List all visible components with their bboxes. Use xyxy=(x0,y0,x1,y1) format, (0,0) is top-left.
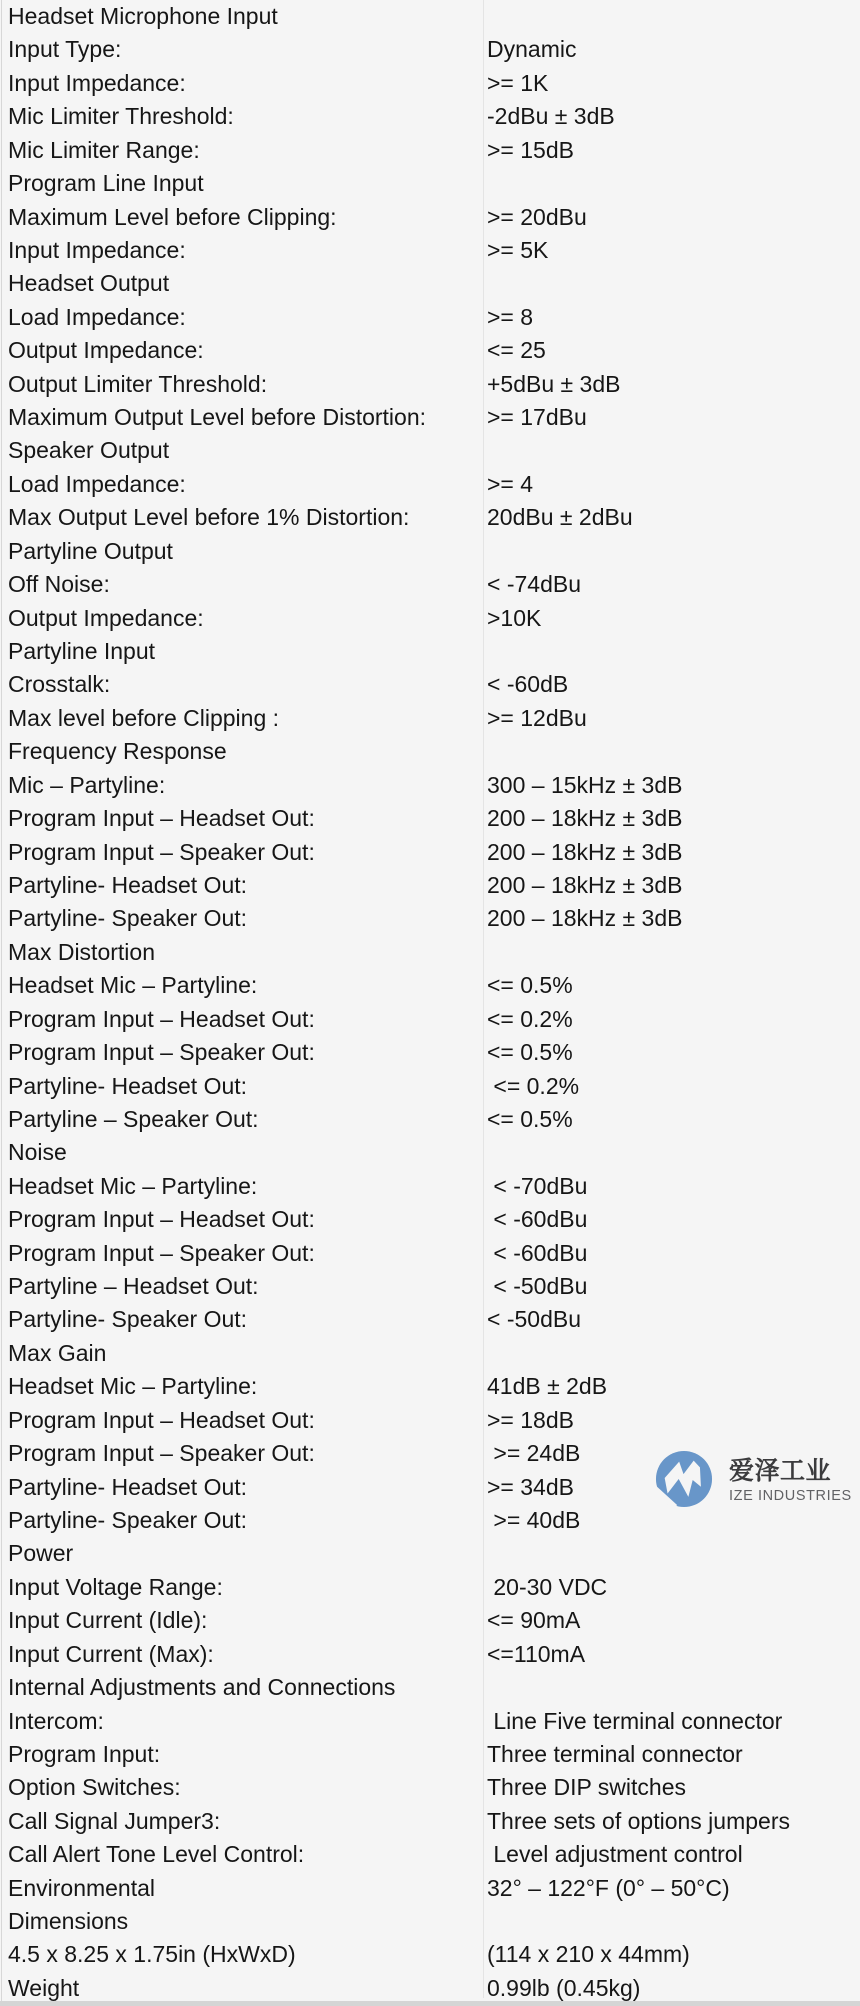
spec-row xyxy=(8,1738,860,1771)
spec-row xyxy=(8,1337,860,1370)
spec-label: Maximum Output Level before Distortion: xyxy=(8,404,427,431)
spec-value: 200 – 18kHz ± 3dB xyxy=(487,838,683,865)
spec-value: Level adjustment control xyxy=(487,1841,743,1868)
spec-row xyxy=(8,1571,860,1604)
spec-label: Program Input – Speaker Out: xyxy=(8,1239,315,1266)
spec-value: >= 20dBu xyxy=(487,203,587,230)
spec-row xyxy=(8,1203,860,1236)
spec-value: <= 0.2% xyxy=(487,1005,573,1032)
spec-value: Three DIP switches xyxy=(487,1774,686,1801)
spec-row xyxy=(8,301,860,334)
logo-cn-text: 爱泽工业 xyxy=(729,1457,832,1485)
spec-row xyxy=(8,1370,860,1403)
spec-row xyxy=(8,368,860,401)
spec-value: < -60dBu xyxy=(487,1239,588,1266)
spec-row xyxy=(8,1537,860,1570)
spec-row xyxy=(8,1705,860,1738)
spec-label: Output Limiter Threshold: xyxy=(8,370,268,397)
spec-label: Headset Mic – Partyline: xyxy=(8,1373,258,1400)
spec-value: >= 17dBu xyxy=(487,404,587,431)
spec-label: Mic Limiter Range: xyxy=(8,136,200,163)
spec-value: >= 4 xyxy=(487,470,534,497)
spec-row xyxy=(8,568,860,601)
spec-value: >= 34dB xyxy=(487,1473,574,1500)
spec-row xyxy=(8,1671,860,1704)
spec-value: 41dB ± 2dB xyxy=(487,1373,608,1400)
spec-label: Headset Mic – Partyline: xyxy=(8,1172,258,1199)
spec-label: Program Input – Headset Out: xyxy=(8,1206,315,1233)
spec-row xyxy=(8,1938,860,1971)
spec-value: 32° – 122°F (0° – 50°C) xyxy=(487,1874,730,1901)
spec-row xyxy=(8,902,860,935)
spec-row xyxy=(8,535,860,568)
spec-value: >= 40dB xyxy=(487,1506,581,1533)
spec-label: Load Impedance: xyxy=(8,470,186,497)
spec-label: Call Signal Jumper3: xyxy=(8,1807,221,1834)
spec-value: < -50dBu xyxy=(487,1273,588,1300)
spec-label: Partyline- Headset Out: xyxy=(8,1473,248,1500)
spec-label: Partyline – Speaker Out: xyxy=(8,1105,259,1132)
spec-label: Headset Mic – Partyline: xyxy=(8,972,258,999)
spec-row xyxy=(8,735,860,768)
spec-value: >10K xyxy=(487,604,542,631)
spec-label: Input Impedance: xyxy=(8,69,186,96)
spec-row xyxy=(8,1838,860,1871)
spec-row xyxy=(8,100,860,133)
spec-label: Program Input – Headset Out: xyxy=(8,1406,315,1433)
spec-row xyxy=(8,1905,860,1938)
spec-row xyxy=(8,769,860,802)
spec-value: Three sets of options jumpers xyxy=(487,1807,790,1834)
spec-label: Program Input – Headset Out: xyxy=(8,1005,315,1032)
spec-row xyxy=(8,1805,860,1838)
spec-label: Program Input – Headset Out: xyxy=(8,805,315,832)
spec-row xyxy=(8,936,860,969)
spec-row xyxy=(8,234,860,267)
spec-row xyxy=(8,468,860,501)
spec-value: < -60dB xyxy=(487,671,569,698)
spec-label: Output Impedance: xyxy=(8,604,204,631)
spec-row xyxy=(8,1604,860,1637)
spec-label: Input Type: xyxy=(8,36,122,63)
spec-row xyxy=(8,501,860,534)
logo-en-text: IZE INDUSTRIES xyxy=(729,1487,852,1504)
spec-value: (114 x 210 x 44mm) xyxy=(487,1941,690,1968)
spec-value: Dynamic xyxy=(487,36,577,63)
spec-label: Environmental xyxy=(8,1874,156,1901)
spec-row xyxy=(8,602,860,635)
spec-row xyxy=(8,869,860,902)
spec-label: Headset Output xyxy=(8,270,170,297)
spec-label: Off Noise: xyxy=(8,571,110,598)
spec-value: 300 – 15kHz ± 3dB xyxy=(487,771,683,798)
spec-label: Dimensions xyxy=(8,1908,129,1935)
spec-row xyxy=(8,635,860,668)
spec-label: Load Impedance: xyxy=(8,303,186,330)
spec-label: Option Switches: xyxy=(8,1774,181,1801)
spec-value: < -70dBu xyxy=(487,1172,588,1199)
spec-row xyxy=(8,1237,860,1270)
spec-label: Program Input: xyxy=(8,1740,161,1767)
spec-label: Partyline – Headset Out: xyxy=(8,1273,259,1300)
spec-row xyxy=(8,1170,860,1203)
spec-label: Mic Limiter Threshold: xyxy=(8,103,234,130)
spec-row xyxy=(8,668,860,701)
spec-label: Partyline Output xyxy=(8,537,173,564)
spec-row xyxy=(8,1103,860,1136)
spec-label: Crosstalk: xyxy=(8,671,111,698)
spec-value: Three terminal connector xyxy=(487,1740,743,1767)
spec-label: Mic – Partyline: xyxy=(8,771,166,798)
spec-label: Partyline- Speaker Out: xyxy=(8,1506,248,1533)
spec-row xyxy=(8,434,860,467)
spec-label: Output Impedance: xyxy=(8,337,204,364)
spec-row xyxy=(8,1638,860,1671)
spec-value: 20dBu ± 2dBu xyxy=(487,504,633,531)
column-divider-line xyxy=(483,0,484,1998)
spec-row xyxy=(8,1003,860,1036)
spec-row xyxy=(8,134,860,167)
spec-value: 200 – 18kHz ± 3dB xyxy=(487,905,683,932)
spec-label: Power xyxy=(8,1540,74,1567)
spec-row xyxy=(8,33,860,66)
spec-label: Max Output Level before 1% Distortion: xyxy=(8,504,410,531)
spec-label: Program Input – Speaker Out: xyxy=(8,1440,315,1467)
spec-row xyxy=(8,1070,860,1103)
spec-row xyxy=(8,1303,860,1336)
spec-row xyxy=(8,267,860,300)
spec-value: >= 12dBu xyxy=(487,704,587,731)
spec-label: Max Distortion xyxy=(8,938,155,965)
spec-label: Input Current (Max): xyxy=(8,1640,214,1667)
spec-value: <= 0.5% xyxy=(487,972,573,999)
spec-row xyxy=(8,0,860,33)
spec-value: >= 5K xyxy=(487,236,549,263)
spec-label: Partyline- Headset Out: xyxy=(8,1072,248,1099)
spec-label: Noise xyxy=(8,1139,67,1166)
spec-label: Input Current (Idle): xyxy=(8,1607,208,1634)
spec-label: Weight xyxy=(8,1974,80,2001)
spec-value: 0.99lb (0.45kg) xyxy=(487,1974,641,2001)
spec-value: >= 18dB xyxy=(487,1406,574,1433)
spec-value: <= 90mA xyxy=(487,1607,581,1634)
spec-row xyxy=(8,1136,860,1169)
spec-label: Program Input – Speaker Out: xyxy=(8,1039,315,1066)
spec-value: >= 15dB xyxy=(487,136,574,163)
ize-circle-m-icon xyxy=(655,1450,713,1508)
spec-value: < -74dBu xyxy=(487,571,581,598)
spec-value: +5dBu ± 3dB xyxy=(487,370,621,397)
spec-label: Program Line Input xyxy=(8,170,204,197)
spec-label: Partyline- Speaker Out: xyxy=(8,905,248,932)
spec-label: Internal Adjustments and Connections xyxy=(8,1674,396,1701)
spec-row xyxy=(8,1404,860,1437)
spec-value: 200 – 18kHz ± 3dB xyxy=(487,871,683,898)
spec-row xyxy=(8,67,860,100)
spec-value: <= 0.5% xyxy=(487,1105,573,1132)
spec-label: Program Input – Speaker Out: xyxy=(8,838,315,865)
spec-value: >= 24dB xyxy=(487,1440,581,1467)
spec-label: Max level before Clipping : xyxy=(8,704,280,731)
spec-label: Call Alert Tone Level Control: xyxy=(8,1841,305,1868)
spec-value: >= 8 xyxy=(487,303,534,330)
spec-label: Partyline- Speaker Out: xyxy=(8,1306,248,1333)
spec-label: Maximum Level before Clipping: xyxy=(8,203,337,230)
spec-value: <=110mA xyxy=(487,1640,586,1667)
spec-row xyxy=(8,167,860,200)
spec-row xyxy=(8,836,860,869)
left-edge-line xyxy=(1,0,2,2006)
spec-label: Frequency Response xyxy=(8,738,227,765)
spec-value: <= 0.2% xyxy=(487,1072,580,1099)
spec-row xyxy=(8,1504,860,1537)
spec-value: 20-30 VDC xyxy=(487,1573,608,1600)
spec-value: Line Five terminal connector xyxy=(487,1707,783,1734)
spec-value: < -50dBu xyxy=(487,1306,581,1333)
spec-row xyxy=(8,334,860,367)
spec-row xyxy=(8,201,860,234)
spec-label: Input Impedance: xyxy=(8,236,186,263)
spec-value: <= 0.5% xyxy=(487,1039,573,1066)
spec-value: <= 25 xyxy=(487,337,546,364)
spec-value: -2dBu ± 3dB xyxy=(487,103,615,130)
spec-row xyxy=(8,969,860,1002)
spec-row xyxy=(8,401,860,434)
bottom-edge-band xyxy=(0,2001,860,2006)
spec-label: Partyline Input xyxy=(8,638,156,665)
logo-text-block xyxy=(729,1450,852,1503)
spec-row xyxy=(8,802,860,835)
spec-row xyxy=(8,1771,860,1804)
spec-value: < -60dBu xyxy=(487,1206,588,1233)
spec-label: Speaker Output xyxy=(8,437,170,464)
spec-value: >= 1K xyxy=(487,69,549,96)
spec-row xyxy=(8,1270,860,1303)
spec-label: Headset Microphone Input xyxy=(8,3,278,29)
spec-label: Max Gain xyxy=(8,1339,107,1366)
ize-industries-logo xyxy=(655,1450,852,1508)
spec-value: 200 – 18kHz ± 3dB xyxy=(487,805,683,832)
spec-label: Input Voltage Range: xyxy=(8,1573,223,1600)
spec-row xyxy=(8,702,860,735)
spec-label: 4.5 x 8.25 x 1.75in (HxWxD) xyxy=(8,1941,296,1968)
spec-row xyxy=(8,1872,860,1905)
spec-row xyxy=(8,1036,860,1069)
spec-label: Intercom: xyxy=(8,1707,104,1734)
spec-label: Partyline- Headset Out: xyxy=(8,871,248,898)
